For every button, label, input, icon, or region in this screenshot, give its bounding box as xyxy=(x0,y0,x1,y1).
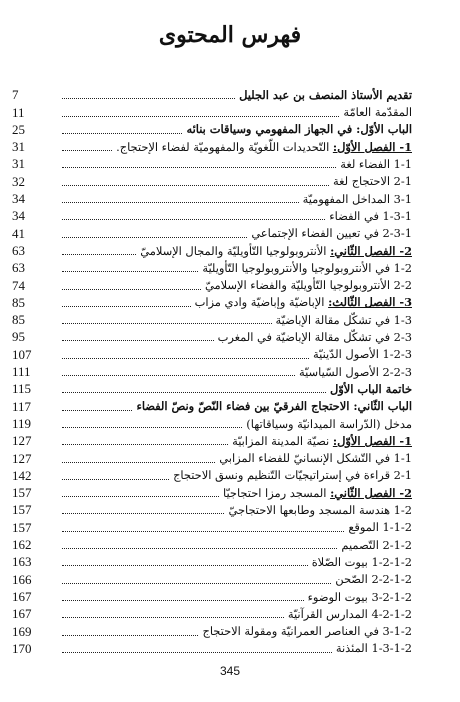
toc-entry-text: الباب الثّاني: الاحتجاج الفرقيّ بين فضاء النّصّ ونصّ الفضاء xyxy=(136,399,412,414)
toc-page-number: 115 xyxy=(12,381,32,397)
toc-page-number: 25 xyxy=(12,121,25,137)
toc-entry xyxy=(12,188,412,207)
leader-dots xyxy=(62,97,235,99)
toc-page-number: 34 xyxy=(12,208,25,224)
toc-entry xyxy=(12,257,412,276)
chapter-title: نصيّة المدينة المزابيّة xyxy=(232,433,330,448)
toc-entry xyxy=(12,205,412,224)
leader-dots xyxy=(62,218,325,220)
toc-page-number: 169 xyxy=(12,623,32,639)
leader-dots xyxy=(62,357,309,359)
toc-page-number: 127 xyxy=(12,450,32,466)
toc-entry-text: 1-2 هندسة المسجد وطابعها الاحتجاجيّ xyxy=(228,503,412,518)
leader-dots xyxy=(62,443,228,445)
toc-entry xyxy=(12,465,412,483)
leader-dots xyxy=(62,582,331,584)
chapter-title: الإباضيّة وإباضيّة وادي مزاب xyxy=(194,295,325,310)
leader-dots xyxy=(62,616,284,618)
toc-page-number: 167 xyxy=(12,606,32,622)
toc-page-number: 157 xyxy=(12,519,32,535)
chapter-title: المسجد رمزا احتجاجيّا xyxy=(223,485,327,500)
toc-entry-text: 2-2-3 الأصول السّياسيّة xyxy=(299,364,412,379)
chapter-label: 2- الفصل الثّاني: xyxy=(330,485,412,500)
toc-entry-text: 1-2 في الأنتروبولوجيا والأنتروبولوجيا التّأويليّة xyxy=(202,260,412,275)
toc-entry-text xyxy=(193,297,412,308)
toc-page-number: 111 xyxy=(12,364,31,380)
toc-entry-text: 4-2-1-2 المدارس القرآنيّة xyxy=(287,606,412,621)
leader-dots xyxy=(62,166,336,168)
toc-entry-text: 1-3-1-2 المئذنة xyxy=(335,641,412,656)
leader-dots xyxy=(62,651,332,653)
toc-entry xyxy=(12,343,412,362)
toc-entry-text xyxy=(114,139,412,154)
toc-entry-text: 1-3-1 في الفضاء xyxy=(329,208,412,223)
leader-dots xyxy=(62,149,112,151)
toc-page-number: 142 xyxy=(12,467,32,483)
toc-page-number: 157 xyxy=(12,502,32,518)
toc-entry xyxy=(12,620,412,639)
leader-dots xyxy=(62,634,198,636)
leader-dots xyxy=(62,530,344,532)
table-of-contents xyxy=(12,84,412,656)
toc-entry-text: 1-2-1-2 بيوت الصّلاة xyxy=(311,554,412,569)
toc-entry xyxy=(12,516,412,535)
leader-dots xyxy=(62,409,132,411)
toc-entry-text: تقديم الأستاذ المنصف بن عبد الجليل xyxy=(239,87,412,102)
toc-entry xyxy=(12,170,412,189)
toc-page-number: 32 xyxy=(12,173,25,189)
leader-dots xyxy=(62,391,326,393)
leader-dots xyxy=(62,495,219,497)
toc-page-number: 41 xyxy=(12,225,25,241)
toc-entry xyxy=(12,222,412,241)
toc-page-number: 163 xyxy=(12,554,32,570)
toc-entry-text: 2-3-1 في تعيين الفضاء الإجتماعي xyxy=(251,226,412,241)
toc-page-number: 85 xyxy=(12,294,25,310)
toc-entry-text: 2-1 الاحتجاج لغة xyxy=(333,174,412,189)
chapter-title: الأنتروبولوجيا التّأويليّة والمجال الإسلاميّ xyxy=(140,243,327,258)
leader-dots xyxy=(62,305,191,307)
toc-entry-text: 2-1-2 التّصميم xyxy=(341,537,412,552)
toc-page-number: 157 xyxy=(12,485,32,501)
toc-entry-text: 3-1-2 في العناصر العمرانيّة ومقولة الاحتجاج xyxy=(202,624,412,639)
toc-entry xyxy=(12,395,412,414)
toc-entry-text: 1-1 الفضاء لغة xyxy=(340,157,412,172)
toc-entry-text: مدخل (الدّراسة الميدانيّة وسياقاتها) xyxy=(246,416,412,431)
toc-page-number: 63 xyxy=(12,242,25,258)
toc-entry-text: 1-1 في التّشكل الإنسانيّ للفضاء المزابي xyxy=(219,451,412,466)
toc-entry xyxy=(12,482,412,501)
toc-entry xyxy=(12,361,412,380)
toc-entry xyxy=(12,551,412,570)
leader-dots xyxy=(62,374,295,376)
toc-entry xyxy=(12,136,412,155)
toc-entry-text: 1-2-3 الأصول الدّينيّة xyxy=(313,347,412,362)
toc-entry-text xyxy=(221,485,412,500)
chapter-title: التّحديدات اللّغويّة والمفهوميّة لفضاء الإحتجاج. xyxy=(116,139,330,154)
leader-dots xyxy=(62,599,304,601)
leader-dots xyxy=(62,132,182,134)
toc-entry xyxy=(12,603,412,622)
toc-entry-text: 3-1 المداخل المفهوميّة xyxy=(302,191,412,206)
leader-dots xyxy=(62,564,308,566)
toc-page-number: 167 xyxy=(12,588,32,604)
toc-entry xyxy=(12,153,412,172)
leader-dots xyxy=(62,236,247,238)
toc-page-number: 31 xyxy=(12,156,25,172)
leader-dots xyxy=(62,288,201,290)
toc-entry-text: 2-3 في تشكّل مقالة الإباضيّة في المغرب xyxy=(217,330,412,345)
chapter-label: 3- الفصل الثّالث: xyxy=(328,295,412,310)
toc-page-number: 127 xyxy=(12,433,32,449)
toc-entry xyxy=(12,413,412,431)
leader-dots xyxy=(62,322,272,324)
toc-page-number: 74 xyxy=(12,277,25,293)
leader-dots xyxy=(62,426,242,428)
toc-page-number: 85 xyxy=(12,312,25,328)
leader-dots xyxy=(62,547,337,549)
toc-entry-text: 1-1-2 الموقع xyxy=(348,520,412,535)
toc-entry-text xyxy=(138,243,412,258)
toc-entry xyxy=(12,638,412,656)
toc-page-number: 31 xyxy=(12,139,25,155)
toc-entry xyxy=(12,568,412,587)
toc-page-number: 119 xyxy=(12,415,32,431)
toc-page-number: 162 xyxy=(12,537,32,553)
leader-dots xyxy=(62,184,329,186)
toc-entry xyxy=(12,84,412,103)
leader-dots xyxy=(62,461,215,463)
toc-entry xyxy=(12,240,412,258)
leader-dots xyxy=(62,253,136,255)
leader-dots xyxy=(62,115,339,117)
chapter-label: 1- الفصل الأوّل: xyxy=(332,139,412,154)
toc-entry xyxy=(12,309,412,328)
toc-entry-text: المقدّمة العامّة xyxy=(343,105,412,120)
page-title: فهرس المحتوى xyxy=(158,22,302,48)
toc-entry xyxy=(12,447,412,466)
toc-entry-text xyxy=(230,433,412,448)
toc-entry-text: الباب الأوّل: في الجهاز المفهومي وسياقات بنائه xyxy=(186,122,412,137)
toc-entry xyxy=(12,292,412,310)
toc-entry-text: 2-2 الأنتروبولوجيا التّأويليّة والفضاء الإسلاميّ xyxy=(205,278,412,293)
toc-entry-text: 3-2-1-2 بيوت الوضوء xyxy=(307,589,412,604)
toc-page-number: 95 xyxy=(12,329,25,345)
toc-page-number: 117 xyxy=(12,398,32,414)
toc-page-number: 63 xyxy=(12,260,25,276)
toc-entry-text: 1-3 في تشكّل مقالة الإباضيّة xyxy=(275,312,412,327)
toc-page-number: 7 xyxy=(12,87,19,103)
leader-dots xyxy=(62,339,214,341)
toc-entry xyxy=(12,326,412,345)
page-number: 345 xyxy=(219,664,241,678)
toc-entry-text: خاتمة الباب الأوّل xyxy=(329,381,412,396)
leader-dots xyxy=(62,270,198,272)
toc-page-number: 166 xyxy=(12,571,32,587)
toc-entry xyxy=(12,534,412,553)
toc-page-number: 170 xyxy=(12,640,32,656)
toc-page-number: 34 xyxy=(12,191,25,207)
toc-entry-text: 2-2-1-2 الصّحن xyxy=(335,572,412,587)
toc-page-number: 107 xyxy=(12,346,32,362)
toc-entry xyxy=(12,378,412,397)
toc-entry xyxy=(12,101,412,120)
toc-entry xyxy=(12,430,412,449)
toc-entry xyxy=(12,586,412,604)
toc-entry xyxy=(12,499,412,518)
leader-dots xyxy=(62,478,169,480)
toc-entry xyxy=(12,119,412,137)
leader-dots xyxy=(62,512,224,514)
toc-entry xyxy=(12,274,412,293)
chapter-label: 2- الفصل الثّاني: xyxy=(330,243,412,258)
toc-page-number: 11 xyxy=(12,104,25,120)
chapter-label: 1- الفصل الأوّل: xyxy=(332,433,412,448)
leader-dots xyxy=(62,201,299,203)
toc-entry-text: 2-1 قراءة في إستراتيجيّات التّنظيم ونسق الاحتجاج xyxy=(173,468,412,483)
